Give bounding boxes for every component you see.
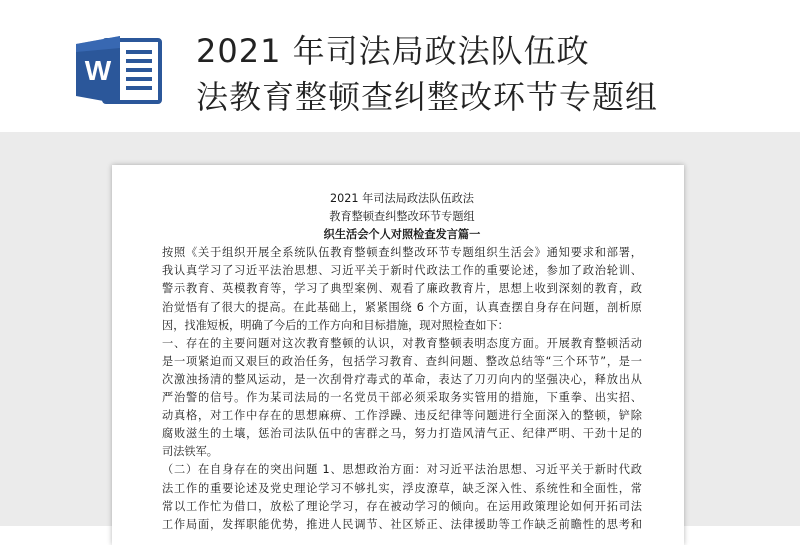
svg-text:W: W — [84, 55, 112, 86]
doc-title-line-2: 教育整顿查纠整改环节专题组 — [329, 210, 475, 224]
body-line: 腐败滋生的土壤，惩治司法队伍中的害群之马，努力打造风清气正、纪律严明、干劲十足的 — [162, 427, 642, 441]
doc-title-line-3: 织生活会个人对照检查发言篇一 — [323, 228, 481, 242]
body-line: 次激浊扬清的整风运动，是一次刮骨疗毒式的革命，表达了刀刃向内的坚强决心，释放出从 — [162, 372, 642, 386]
document-content — [162, 190, 642, 534]
body-line: 治觉悟有了很大的提高。在此基础上，紧紧围绕 6 个方面，认真查摆自身存在问题，剖析原 — [162, 300, 642, 314]
body-line: 因，找准短板，明确了今后的工作方向和目标措施，现对照检查如下： — [162, 318, 509, 332]
body-line: 工作局面，发挥职能优势，推进人民调节、社区矫正、法律援助等工作缺乏前瞻性的思考和 — [162, 517, 642, 531]
title-line-2: 法教育整顿查纠整改环节专题组 — [196, 78, 659, 116]
body-line: 严治警的信号。作为某司法局的一名党员干部必须采取务实管用的措施，下重拳、出实招、 — [162, 391, 642, 405]
header — [0, 0, 800, 132]
word-document-icon — [74, 34, 164, 106]
body-line: （二）在自身存在的突出问题 1、思想政治方面：对习近平法治思想、习近平关于新时代政 — [162, 463, 642, 477]
body-line: 警示教育、英模教育等，学习了典型案例、观看了廉政教育片，思想上收到深刻的教育，政 — [162, 282, 642, 296]
body-line: 我认真学习了习近平法治思想、习近平关于新时代政法工作的重要论述，参加了政治轮训、 — [162, 264, 642, 278]
body-line: 一、存在的主要问题对这次教育整顿的认识，对教育整顿表明态度方面。开展教育整顿活动 — [162, 336, 642, 350]
doc-title-line-1: 2021 年司法局政法队伍政法 — [330, 192, 474, 205]
body-line: 动真格，对工作中存在的思想麻痹、工作浮躁、违反纪律等问题进行全面深入的整顿，铲除 — [162, 409, 642, 423]
page-title — [196, 28, 776, 120]
title-line-1: 2021 年司法局政法队伍政 — [196, 32, 590, 70]
body-line: 是一项紧迫而又艰巨的政治任务，包括学习教育、查纠问题、整改总结等“三个环节”，是一 — [162, 354, 642, 368]
body-line: 按照《关于组织开展全系统队伍教育整顿查纠整改环节专题组织生活会》通知要求和部署， — [162, 246, 642, 260]
body-line: 常以工作忙为借口，放松了理论学习，存在被动学习的倾向。在运用政策理论如何开拓司法 — [162, 499, 642, 513]
body-line: 法工作的重要论述及党史理论学习不够扎实，浮皮潦草，缺乏深入性、系统性和全面性，常 — [162, 481, 642, 495]
body-line: 司法铁军。 — [162, 445, 218, 459]
